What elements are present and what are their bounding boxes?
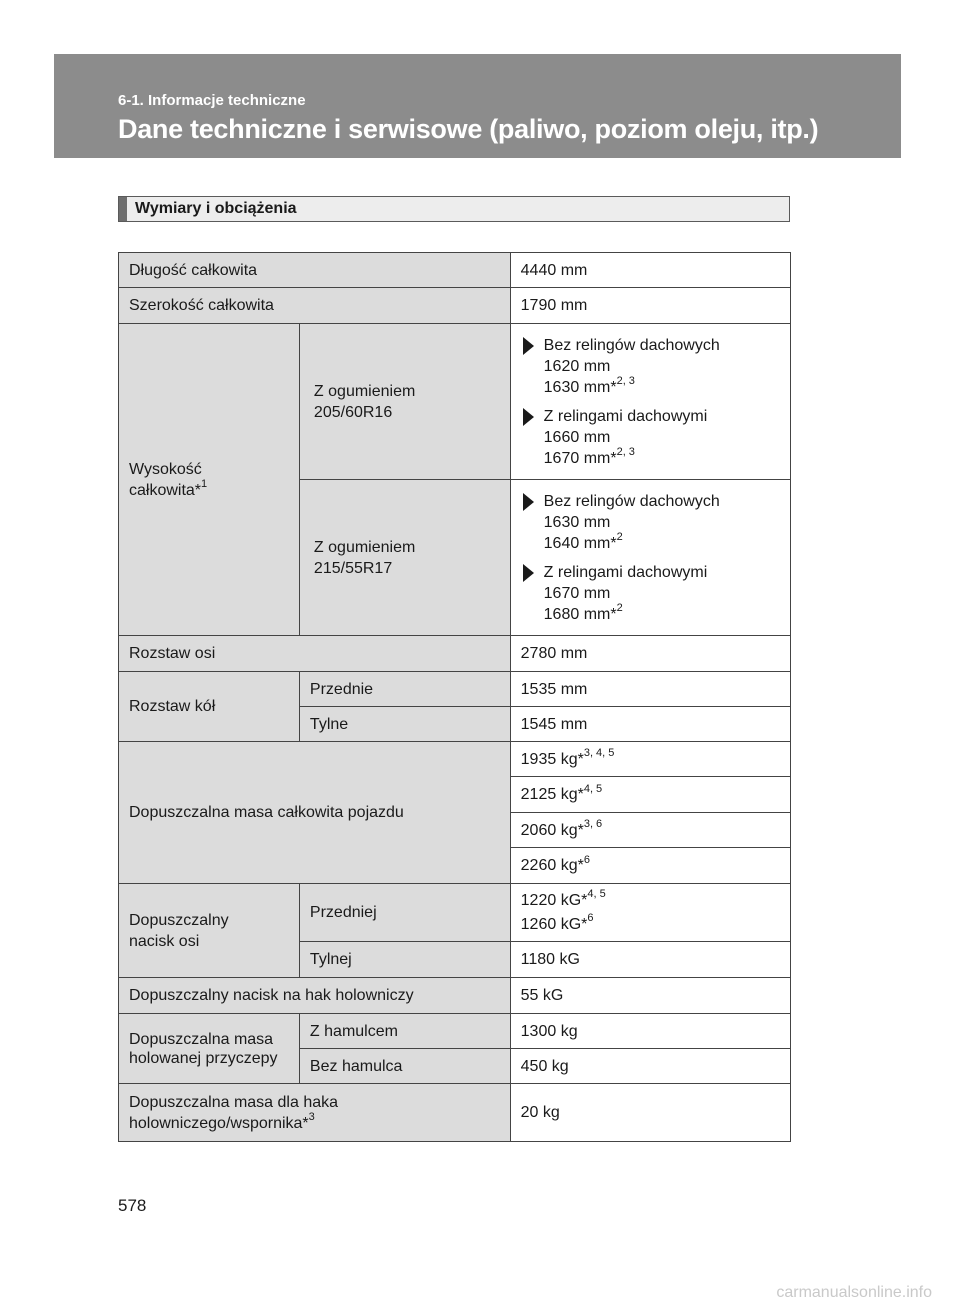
track-label: Rozstaw kół	[119, 672, 300, 742]
axle-rear-value: 1180 kG	[510, 942, 790, 978]
trailer-unbraked-value: 450 kg	[510, 1049, 790, 1084]
hook-load-value: 55 kG	[510, 978, 790, 1014]
length-label: Długość całkowita	[119, 253, 511, 288]
tire-size-label: Z ogumieniem 215/55R17	[299, 480, 510, 636]
watermark: carmanualsonline.info	[776, 1284, 932, 1301]
table-row	[119, 672, 791, 707]
trailer-braked-label: Z hamulcem	[299, 1014, 510, 1049]
page-number: 578	[118, 1196, 147, 1215]
table-row	[119, 1084, 791, 1142]
specifications-table	[118, 252, 791, 1142]
list-item: Z relingami dachowymi 1670 mm 1680 mm*$^2$	[521, 562, 790, 625]
axle-load-label: Dopuszczalny nacisk osi	[119, 884, 300, 978]
gvm-value: 1935 kg*$^{3, 4, 5}$	[510, 742, 790, 777]
table-row	[119, 742, 791, 777]
table-row	[119, 253, 791, 288]
list-item: Bez relingów dachowych 1630 mm 1640 mm*$^2$	[521, 491, 790, 554]
length-value: 4440 mm	[510, 253, 790, 288]
gvm-value: 2260 kg*$^6$	[510, 848, 790, 884]
arrow-bullet-icon	[523, 493, 534, 511]
track-rear-value: 1545 mm	[510, 707, 790, 742]
arrow-bullet-icon	[523, 337, 534, 355]
wheelbase-label: Rozstaw osi	[119, 636, 511, 672]
table-row	[119, 324, 791, 480]
trailer-mass-label: Dopuszczalna masa holowanej przyczepy	[119, 1014, 300, 1084]
tire-size-label: Z ogumieniem 205/60R16	[299, 324, 510, 480]
axle-rear-label: Tylnej	[299, 942, 510, 978]
wheelbase-value: 2780 mm	[510, 636, 790, 672]
track-rear-label: Tylne	[299, 707, 510, 742]
page-title: Dane techniczne i serwisowe (paliwo, poziom oleju, itp.)	[118, 114, 819, 144]
gvm-value: 2060 kg*$^{3, 6}$	[510, 813, 790, 848]
gvm-value: 2125 kg*$^{4, 5}$	[510, 777, 790, 813]
arrow-bullet-icon	[523, 564, 534, 582]
subheading-title: Wymiary i obciążenia	[135, 200, 297, 217]
arrow-bullet-icon	[523, 408, 534, 426]
height-label: Wysokość całkowita*$^1$	[119, 324, 300, 636]
subheading-bar	[118, 196, 790, 222]
carrier-mass-label: Dopuszczalna masa dla haka holowniczego/wspornika*$^3$	[119, 1084, 511, 1142]
table-row	[119, 636, 791, 672]
width-value: 1790 mm	[510, 288, 790, 324]
carrier-mass-value: 20 kg	[510, 1084, 790, 1142]
page-header	[54, 54, 901, 158]
table-row	[119, 288, 791, 324]
trailer-unbraked-label: Bez hamulca	[299, 1049, 510, 1084]
height-values	[510, 480, 790, 636]
axle-front-label: Przedniej	[299, 884, 510, 942]
height-values	[510, 324, 790, 480]
section-label: 6-1. Informacje techniczne	[118, 92, 306, 109]
axle-front-value: 1220 kG*$^{4, 5}$ 1260 kG*$^6$	[510, 884, 790, 942]
track-front-value: 1535 mm	[510, 672, 790, 707]
track-front-label: Przednie	[299, 672, 510, 707]
subheading-marker	[119, 197, 127, 221]
table-row	[119, 1014, 791, 1049]
hook-load-label: Dopuszczalny nacisk na hak holowniczy	[119, 978, 511, 1014]
list-item: Bez relingów dachowych 1620 mm 1630 mm*$^{2, 3}$	[521, 335, 790, 398]
list-item: Z relingami dachowymi 1660 mm 1670 mm*$^{2, 3}$	[521, 406, 790, 469]
table-row	[119, 884, 791, 942]
trailer-braked-value: 1300 kg	[510, 1014, 790, 1049]
gvm-label: Dopuszczalna masa całkowita pojazdu	[119, 742, 511, 884]
table-row	[119, 978, 791, 1014]
width-label: Szerokość całkowita	[119, 288, 511, 324]
